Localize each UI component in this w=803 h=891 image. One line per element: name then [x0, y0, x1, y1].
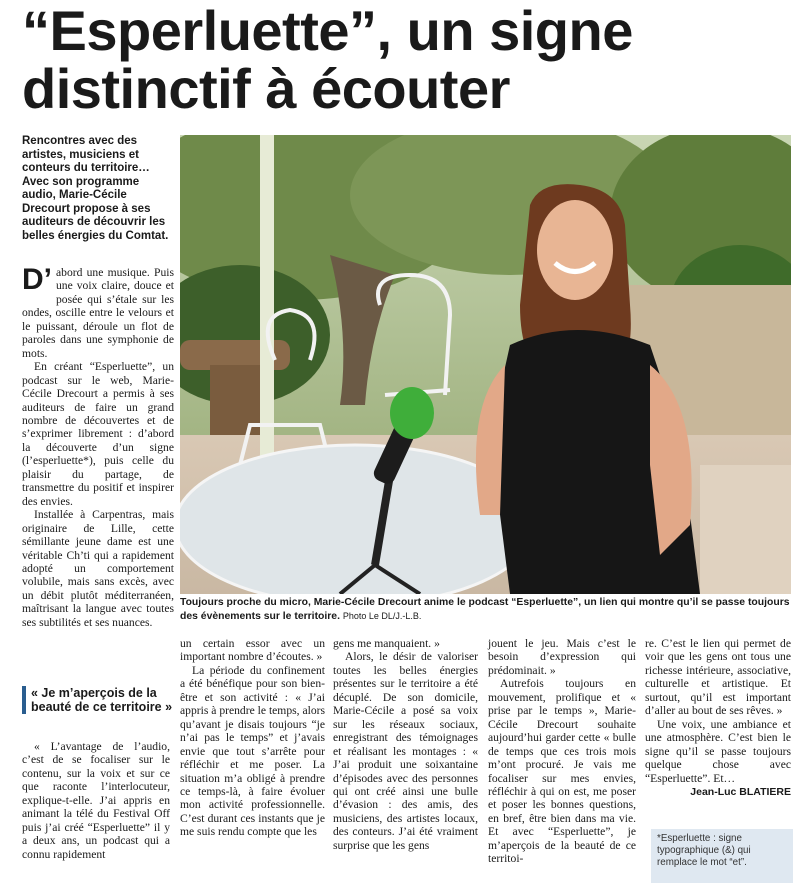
article-intro: Rencontres avec des artistes, musiciens et conteurs du territoire… Avec son programme audio, Marie-Cécile Drecourt propose à ses auditeurs de découvrir les belles énergies du Comtat. — [22, 135, 169, 242]
caption-text: Toujours proche du micro, Marie-Cécile Drecourt anime le podcast “Esperluette”, un lien qui montre qu’il se passe toujours des évènements sur le territoire. — [180, 597, 790, 622]
article-column-5 — [645, 637, 791, 799]
paragraph: Alors, le désir de valoriser toutes les belles énergies présentes sur le territoire a été décuplé. De son domicile, Marie-Cécile a posé sa voix sur les réseaux sociaux, enregistrant des témoignages et réalisant les montages : « J’ai produit une soixantaine d’épisodes avec des personnes qui ont créé ainsi une bulle d’évasion : des amis, des musiciens, des artistes locaux, des conteurs. J’ai été vraiment surprise que les gens — [333, 650, 478, 852]
photo-credit: Photo Le DL/J.-L.B. — [342, 610, 422, 621]
article-photo — [180, 135, 791, 594]
paragraph: La période du confinement a été bénéfique pour son bien-être et son activité : « J’ai appris à prendre le temps, alors qu’avant je disais toujours “je n’ai pas le temps” et j’avais envie que tout s’arrête pour réfléchir et me poser. La situation m’a obligé à prendre ce temps-là, à faire évoluer mon activité professionnelle. C’est durant ces instants que je me suis rendu compte que les — [180, 663, 325, 839]
paragraph: D’ abord une musique. Puis une voix claire, douce et posée qui s’étale sur les ondes, oscille entre le velours et le puissant, déroule un flot de paroles dans une symphonie de mots. — [22, 263, 174, 360]
paragraph: Autrefois toujours en mouvement, prolifique et « prise par le temps », Marie-Cécile Drecourt souhaite aujourd’hui garder cette « bulle de temps que ces trois mois m’ont procuré. Je vais me focaliser sur mes envies, réfléchir à qui on est, me poser et poser les bonnes questions, en bref, être bien dans ma vie. Et avec “Esperluette”, je m’aperçois de la beauté de ce territoi- — [488, 677, 636, 866]
paragraph: un certain essor avec un important nombre d’écoutes. » — [180, 637, 325, 664]
paragraph: Installée à Carpentras, mais originaire de Lille, cette sémillante jeune dame est une véritable Ch’ti qui a rapidement adopté un comportement volubile, mais sans excès, avec un débit plutôt méditerranéen, maîtrisant la langue avec toutes ses subtilités et ses nuances. — [22, 508, 174, 629]
paragraph: gens me manquaient. » — [333, 637, 440, 650]
drop-cap: D’ — [22, 263, 52, 296]
article-column-4 — [488, 637, 636, 866]
photo-caption — [180, 597, 791, 623]
article-column-3 — [333, 637, 478, 852]
headline-line-2: distinctif à écouter — [22, 57, 510, 120]
article-column-1-continued — [22, 740, 170, 861]
footnote-box: *Esperluette : signe typographique (&) qui remplace le mot “et”. — [651, 829, 793, 883]
headline-line-1: “Esperluette”, un signe — [22, 0, 633, 62]
article-column-1 — [22, 263, 174, 629]
paragraph: « L’avantage de l’audio, c’est de se focaliser sur le contenu, sur la voix et sur ce que raconte l’interlocuteur, explique-t-elle. J’ai appris en animant la télé du Festival Off puis j’ai créé “Esperluette” il y a deux ans, un podcast qui a connu rapidement — [22, 740, 170, 861]
paragraph: En créant “Esperluette”, un podcast sur le web, Marie-Cécile Drecourt a permis à ses auditeurs de faire un grand nombre de découvertes et de s’exprimer librement : d’abord la découverte d’un signe (l’esperluette*), puis celle du plaisir du partage, de transmettre du positif et inspirer des envies. — [22, 360, 174, 508]
paragraph: re. C’est le lien qui permet de voir que les gens ont tous une richesse intérieure, associative, culturelle et artistique. Et surtout, qu’il est important d’aller au bout de ses rêves. » — [645, 637, 791, 718]
article-column-2 — [180, 637, 325, 839]
article-headline — [22, 2, 792, 118]
article-subheading: « Je m’aperçois de la beauté de ce territoire » — [22, 686, 181, 714]
paragraph: jouent le jeu. Mais c’est le besoin d’expression qui prédominait. » — [488, 637, 636, 677]
author-byline: Jean-Luc BLATIERE — [690, 785, 791, 798]
paragraph: Une voix, une ambiance et une atmosphère. C’est bien le signe qu’il se passe toujours quelque chose avec “Esperluette”. Et… — [645, 717, 791, 785]
podcast-host-photo — [180, 135, 791, 594]
